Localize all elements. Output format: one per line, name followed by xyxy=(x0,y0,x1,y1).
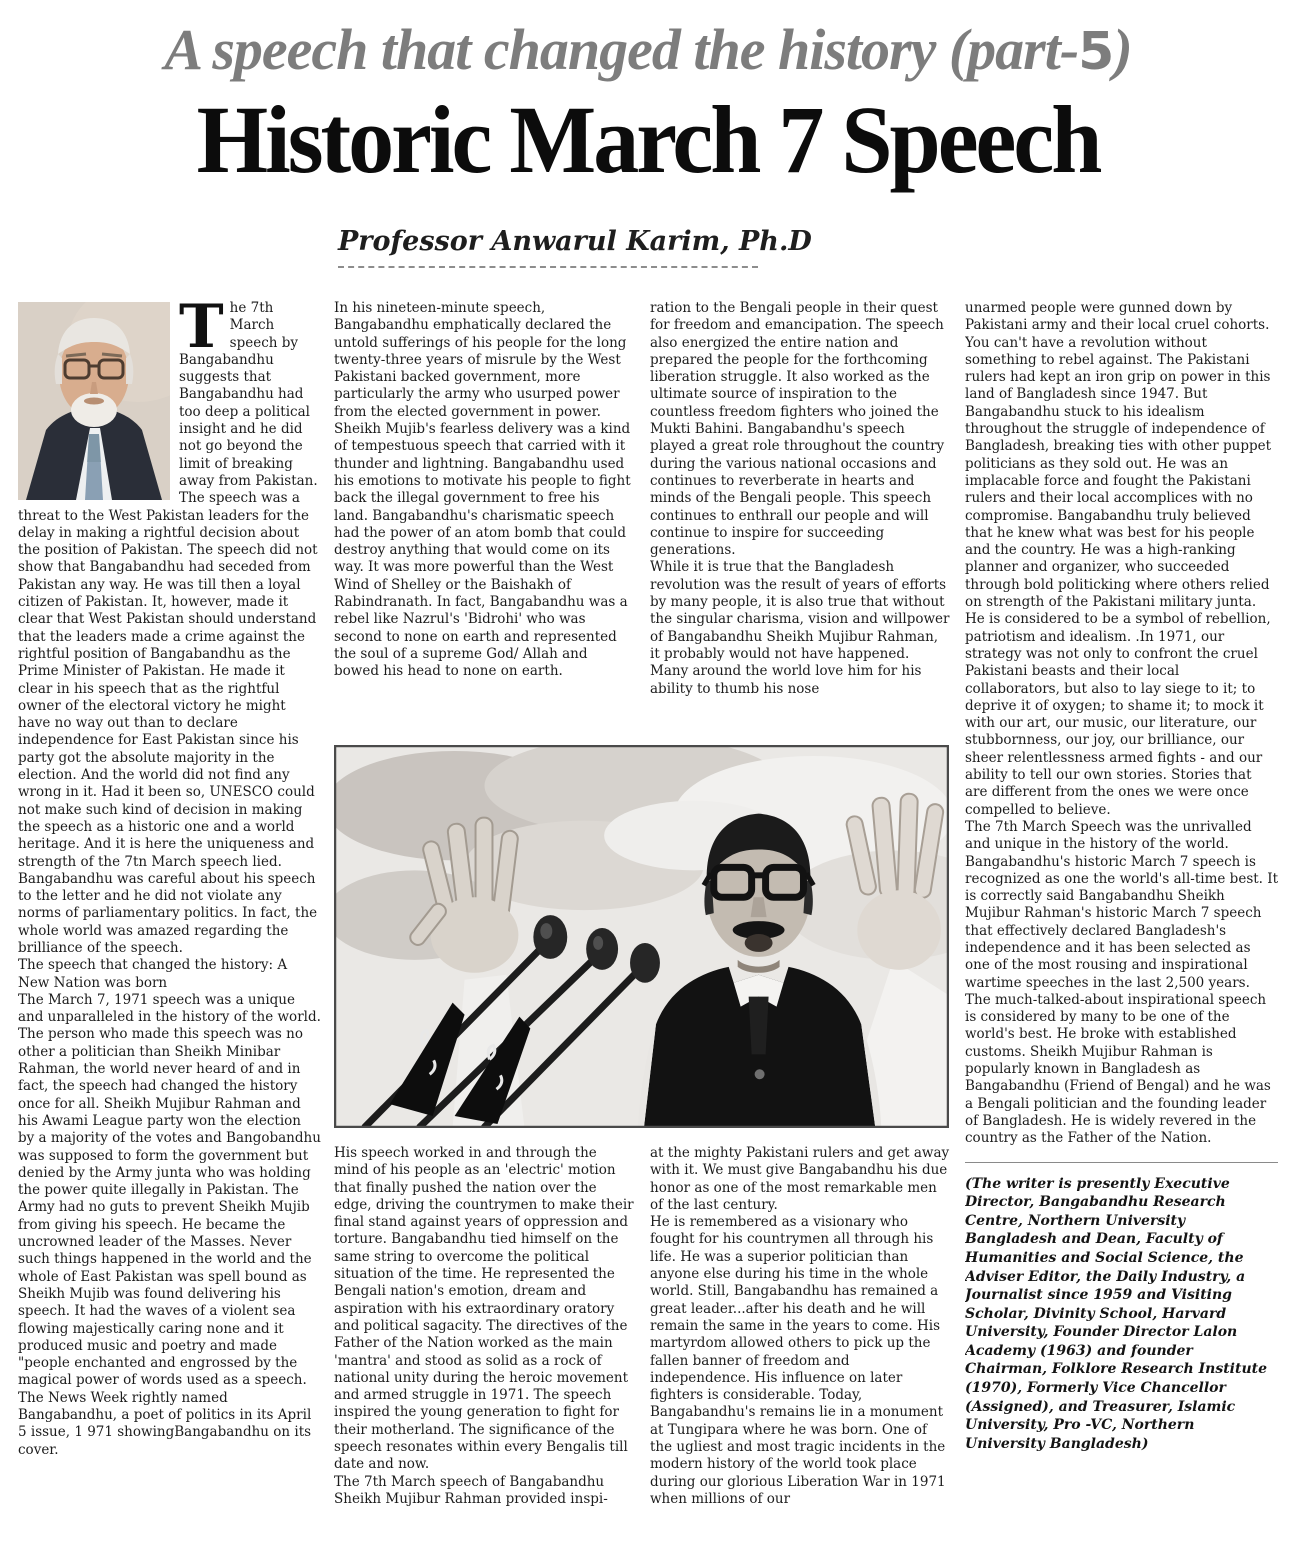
speech-photo xyxy=(334,745,949,1128)
kicker-part-number: 5 xyxy=(1078,22,1114,82)
column-4-paragraphs xyxy=(965,300,1278,1148)
speech-photo-illustration xyxy=(335,746,948,1127)
paragraph: While it is true that the Bangladesh revolution was the result of years of efforts by many people, it is also true that without the singular charisma, vision and willpower of Bangabandhu Sheikh Mujibur Rahman, it probably would not have happened. Many around the world love him for his ability to thumb his nose xyxy=(650,559,950,697)
paragraph: The 7th March Speech was the unrivalled and unique in the history of the world. Bangabandhu's historic March 7 speech is recognized as one the world's all-time best. It is correctly said Bangabandhu Sheikh Mujibur Rahman's historic March 7 speech that effectively declared Bangladesh's independence and it has been selected as one of the most rousing and inspirational wartime speeches in the last 2,500 years. The much-talked-about inspirational speech is considered by many to be one of the world's best. He broke with established customs. Sheikh Mujibur Rahman is popularly known in Bangladesh as Bangabandhu (Friend of Bengal) and he was a Bengali politician and the founding leader of Bangladesh. He is widely revered in the country as the Father of the Nation. xyxy=(965,818,1278,1147)
column-4 xyxy=(965,300,1278,1562)
paragraph: He is remembered as a visionary who fought for his countrymen all through his life. He was a superior politician than anyone else during his time in the whole world. Still, Bangabandhu has remained a great leader...after his death and he will remain the same in the years to come. His martyrdom allowed others to pick up the fallen banner of freedom and independence. His influence on later fighters is considerable. Today, Bangabandhu's remains lie in a monument at Tungipara where he was born. One of the ugliest and most tragic incidents in the modern history of the world took place during our glorious Liberation War in 1971 when millions of our xyxy=(650,1214,946,1507)
author-portrait-illustration xyxy=(18,302,170,500)
column-2-top xyxy=(334,300,635,745)
paragraph: unarmed people were gunned down by Pakistani army and their local cruel cohorts. xyxy=(965,300,1270,334)
paragraph: The March 7, 1971 speech was a unique and unparalleled in the history of the world. The person who made this speech was no other a politician than Sheikh Minibar Rahman, the world never heard of and in fact, the speech had changed the history once for all. Sheikh Mujibur Rahman and his Awami League party won the election by a majority of the votes and Bangobandhu was supposed to form the government but denied by the Army junta who was holding the power quite illegally in Pakistan. The Army had no guts to prevent Sheikh Mujib from giving his speech. He became the uncrowned leader of the Masses. Never such things happened in the world and the whole of East Pakistan was spell bound as Sheikh Mujib was found delivering his speech. It had the waves of a violent sea flowing majestically caring none and it produced music and poetry and made "people enchanted and engrossed by the magical power of words used as a speech. The News Week rightly named Bangabandhu, a poet of politics in its April 5 issue, 1 971 showingBangabandhu on its cover. xyxy=(18,991,321,1458)
paragraph: The 7th March speech of Bangabandhu Sheikh Mujibur Rahman provided inspi- xyxy=(334,1473,608,1507)
paragraph: at the mighty Pakistani rulers and get away with it. We must give Bangabandhu his due honor as one of the most remarkable men of the last century. xyxy=(650,1145,950,1213)
column-2-bottom xyxy=(334,1145,635,1560)
kicker-headline xyxy=(0,16,1296,83)
page-title: Historic March 7 Speech xyxy=(196,86,1100,194)
paragraph: His speech worked in and through the mind of his people as an 'electric' motion that finally pushed the nation over the edge, driving the countrymen to make their final stand against years of oppression and torture. Bangabandhu tied himself on the same string to overcome the political situation of the time. He represented the Bengali nation's emotion, dream and aspiration with his extraordinary oratory and political sagacity. The directives of the Father of the Nation worked as the main 'mantra' and stood as solid as a rock of national unity during the heroic movement and armed struggle in 1971. The speech inspired the young generation to fight for their motherland. The significance of the speech resonates within every Bengalis till date and now. xyxy=(334,1145,634,1473)
writer-note: (The writer is presently Executive Director, Bangabandhu Research Centre, Northern University Bangladesh and Dean, Faculty of Humanities and Social Science, the Adviser Editor, the Daily Industry, a Journalist since 1959 and Visiting Scholar, Divinity School, Harvard University, Founder Director Lalon Academy (1963) and founder Chairman, Folklore Research Institute (1970), Formerly Vice Chancellor (Assigned), and Treasurer, Islamic University, Pro -VC, Northern University Bangladesh) xyxy=(965,1175,1268,1452)
byline: Professor Anwarul Karim, Ph.D xyxy=(338,226,812,257)
paragraph: The speech that changed the history: A New Nation was born xyxy=(18,957,288,991)
columns-2-3 xyxy=(334,300,951,1560)
drop-cap: T xyxy=(179,300,224,362)
writer-note-divider xyxy=(965,1162,1278,1163)
author-portrait-photo xyxy=(18,302,170,500)
byline-block xyxy=(338,226,812,268)
columns-2-3-bottom-row xyxy=(334,1145,951,1560)
column-1-lead-text: he 7th March speech by Bangabandhu suggests that Bangabandhu had too deep a political insight and he did not go beyond the limit of breaking away from Pakistan. The speech was a threat to the West Pakistan leaders for the delay in making a rightful decision about the position of Pakistan. The speech did not show that Bangabandhu had seceded from Pakistan any way. He was till then a loyal citizen of Pakistan. It, however, made it clear that West Pakistan should understand that the leaders made a crime against the rightful position of Bangabandhu as the Prime Minister of Pakistan. He made it clear in his speech that as the rightful owner of the electoral victory he might have no way out than to declare independence for East Pakistan since his party got the absolute majority in the election. And the world did not find any wrong in it. Had it been so, UNESCO could not make such kind of decision in making the speech as a historic one and a world heritage. And it is here the uniqueness and strength of the 7tn March speech lied. Bangabandhu was careful about his speech to the letter and he did not violate any norms of parliamentary politics. In fact, the whole world was amazed regarding the brilliance of the speech. xyxy=(18,300,318,956)
paragraph: You can't have a revolution without something to rebel against. The Pakistani rulers had kept an iron grip on power in this land of Bangladesh since 1947. But Bangabandhu stuck to his idealism throughout the struggle of independence of Bangladesh, breaking ties with other puppet politicians as they sold out. He was an implacable force and fought the Pakistani rulers and their local accomplices with no compromise. Bangabandhu truly believed that he knew what was best for his people and the country. He was a high-ranking planner and organizer, who succeeded through bold politicking where others relied on strength of the Pakistani military junta. He is considered to be a symbol of rebellion, patriotism and idealism. .In 1971, our strategy was not only to confront the cruel Pakistani beasts and their local collaborators, but also to lay siege to it; to deprive it of oxygen; to shame it; to mock it with our art, our music, our literature, our stubbornness, our joy, our brilliance, our sheer relentlessness armed fights - and our ability to tell our own stories. Stories that are different from the ones we were once compelled to believe. xyxy=(965,334,1272,818)
paragraph: In his nineteen-minute speech, Bangabandhu emphatically declared the untold sufferings of his people for the long twenty-three years of misrule by the West Pakistani backed government, more particularly the army who usurped power from the elected government in power. Sheikh Mujib's fearless delivery was a kind of tempestuous speech that carried with it thunder and lightning. Bangabandhu used his emotions to motivate his people to fight back the illegal government to free his land. Bangabandhu's charismatic speech had the power of an atom bomb that could destroy anything that would come on its way. It was more powerful than the West Wind of Shelley or the Baishakh of Rabindranath. In fact, Bangabandhu was a rebel like Nazrul's 'Bidrohi' who was second to none on earth and represented the soul of a supreme God/ Allah and bowed his head to none on earth. xyxy=(334,300,631,680)
kicker-close-paren: ) xyxy=(1113,17,1132,82)
paragraph: ration to the Bengali people in their quest for freedom and emancipation. The speech also energized the entire nation and prepared the people for the forthcoming liberation struggle. It also worked as the ultimate source of inspiration to the countless freedom fighters who joined the Mukti Bahini. Bangabandhu's speech played a great role throughout the country during the various national occasions and continues to reverberate in hearts and minds of the Bengali people. This speech continues to enthrall our people and will continue to inspire for succeeding generations. xyxy=(650,300,945,559)
column-1 xyxy=(18,300,321,1562)
columns-2-3-top-row xyxy=(334,300,951,745)
kicker-text: A speech that changed the history (part- xyxy=(164,17,1079,82)
byline-divider xyxy=(338,266,758,268)
column-3-top xyxy=(650,300,951,745)
column-1-paragraphs xyxy=(18,957,321,1459)
column-3-bottom xyxy=(650,1145,951,1560)
